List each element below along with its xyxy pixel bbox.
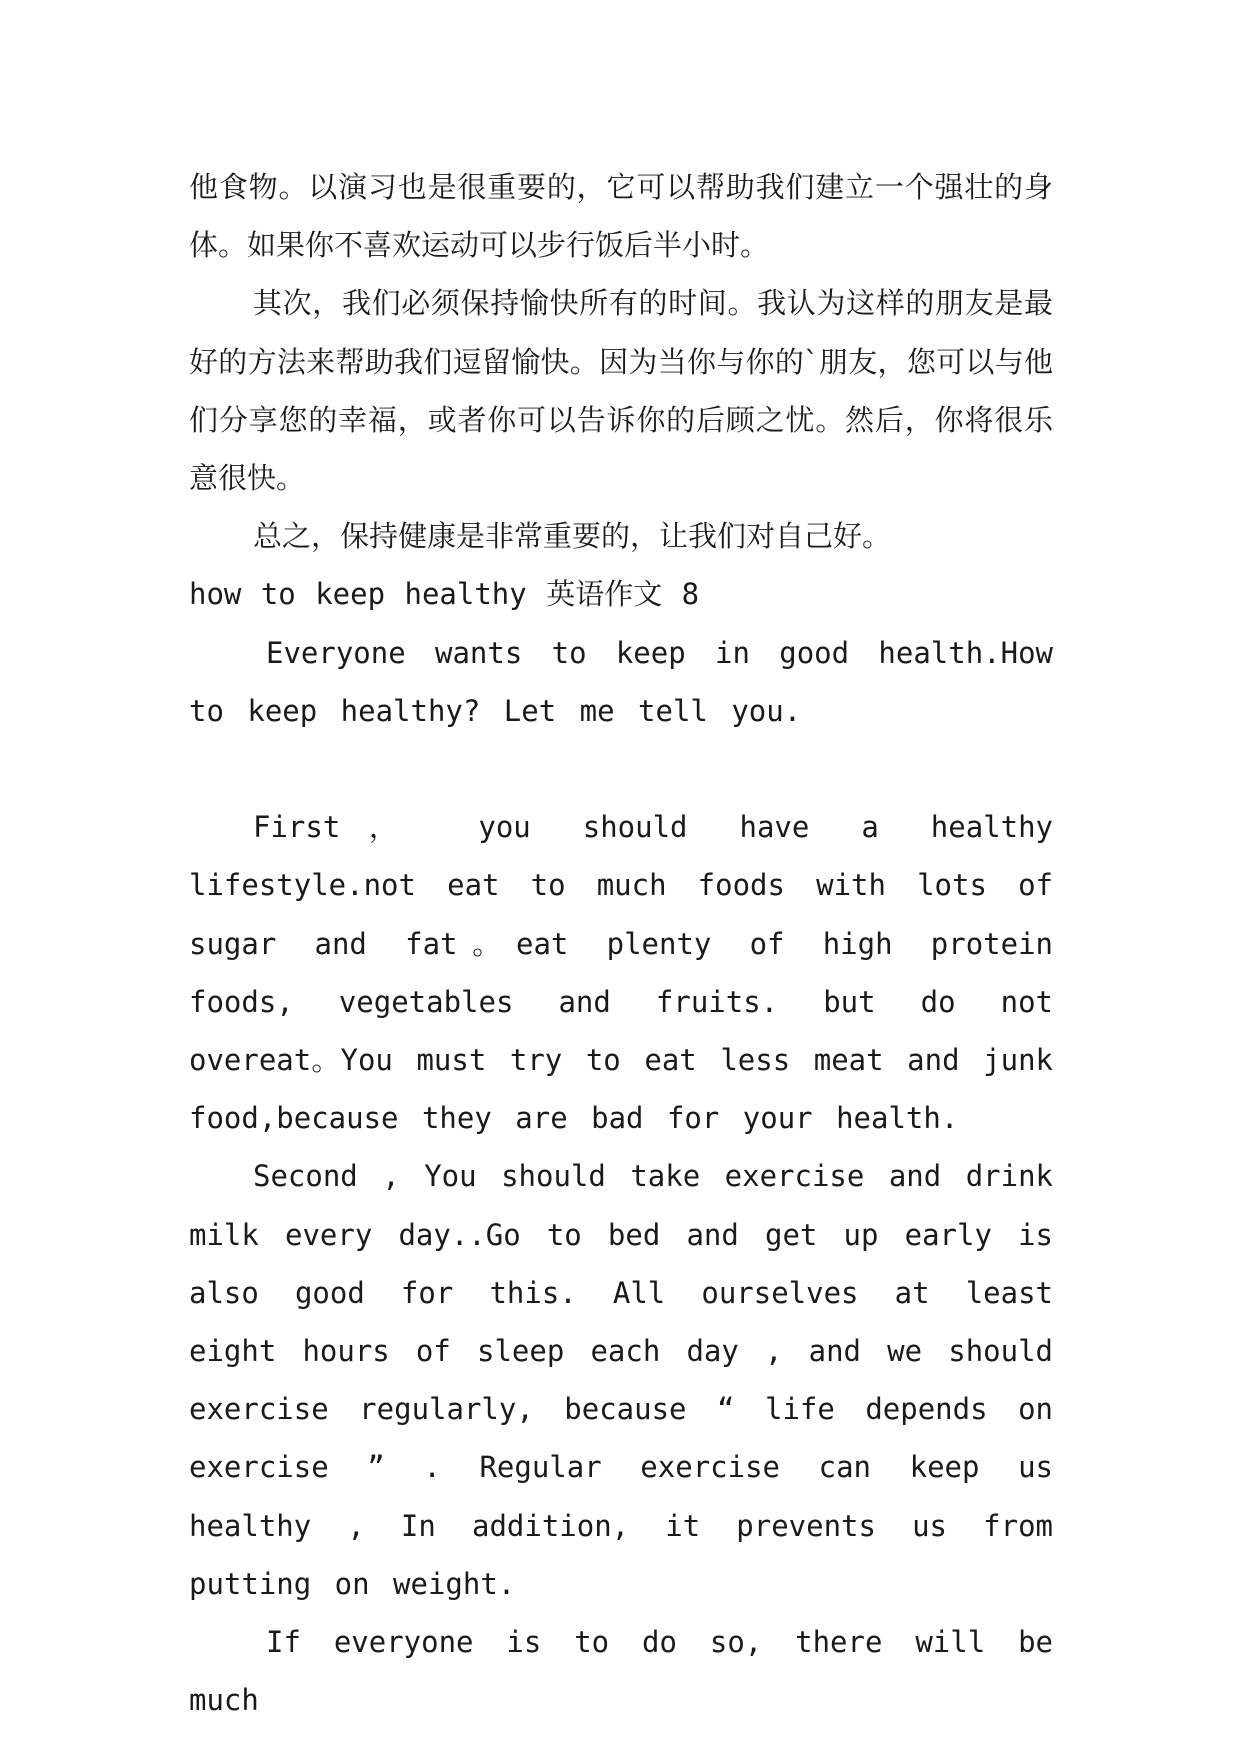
essay-heading: how to keep healthy 英语作文 8 xyxy=(189,577,700,612)
paragraph-second-happy: 其次，我们必须保持愉快所有的时间。我认为这样的朋友是最好的方法来帮助我们逗留愉快。因为当你与你的`朋友，您可以与他们分享您的幸福，或者你可以告诉你的后顾之忧。然后，你将很乐意很快。 xyxy=(189,286,1053,496)
paragraph-if-everyone: If everyone is to do so, there will be much xyxy=(189,1625,1053,1718)
paragraph-conclusion: 总之，保持健康是非常重要的，让我们对自己好。 xyxy=(253,519,892,554)
paragraph-first-english: First， you should have a healthy lifestyle.not eat to much foods with lots of sugar and fat。eat plenty of high protein foods, vegetables and fruits. but do not overeat。You must try to eat less meat and junk food,because they are bad for your health. xyxy=(189,810,1053,1136)
document-body xyxy=(189,158,1053,1729)
paragraph-intro-english: Everyone wants to keep in good health.How to keep healthy? Let me tell you. xyxy=(189,635,1053,728)
paragraph-second-english: Second , You should take exercise and drink milk every day..Go to bed and get up early is also good for this. All ourselves at least eight hours of sleep each day , and we should exercise regularly, because “ life depends on exercise ” . Regular exercise can keep us healthy , In addition, it prevents us from putting on weight. xyxy=(189,1159,1053,1601)
paragraph-continued-food: 他食物。以演习也是很重要的，它可以帮助我们建立一个强壮的身体。如果你不喜欢运动可以步行饭后半小时。 xyxy=(189,170,1053,263)
blank-line xyxy=(189,740,1053,798)
